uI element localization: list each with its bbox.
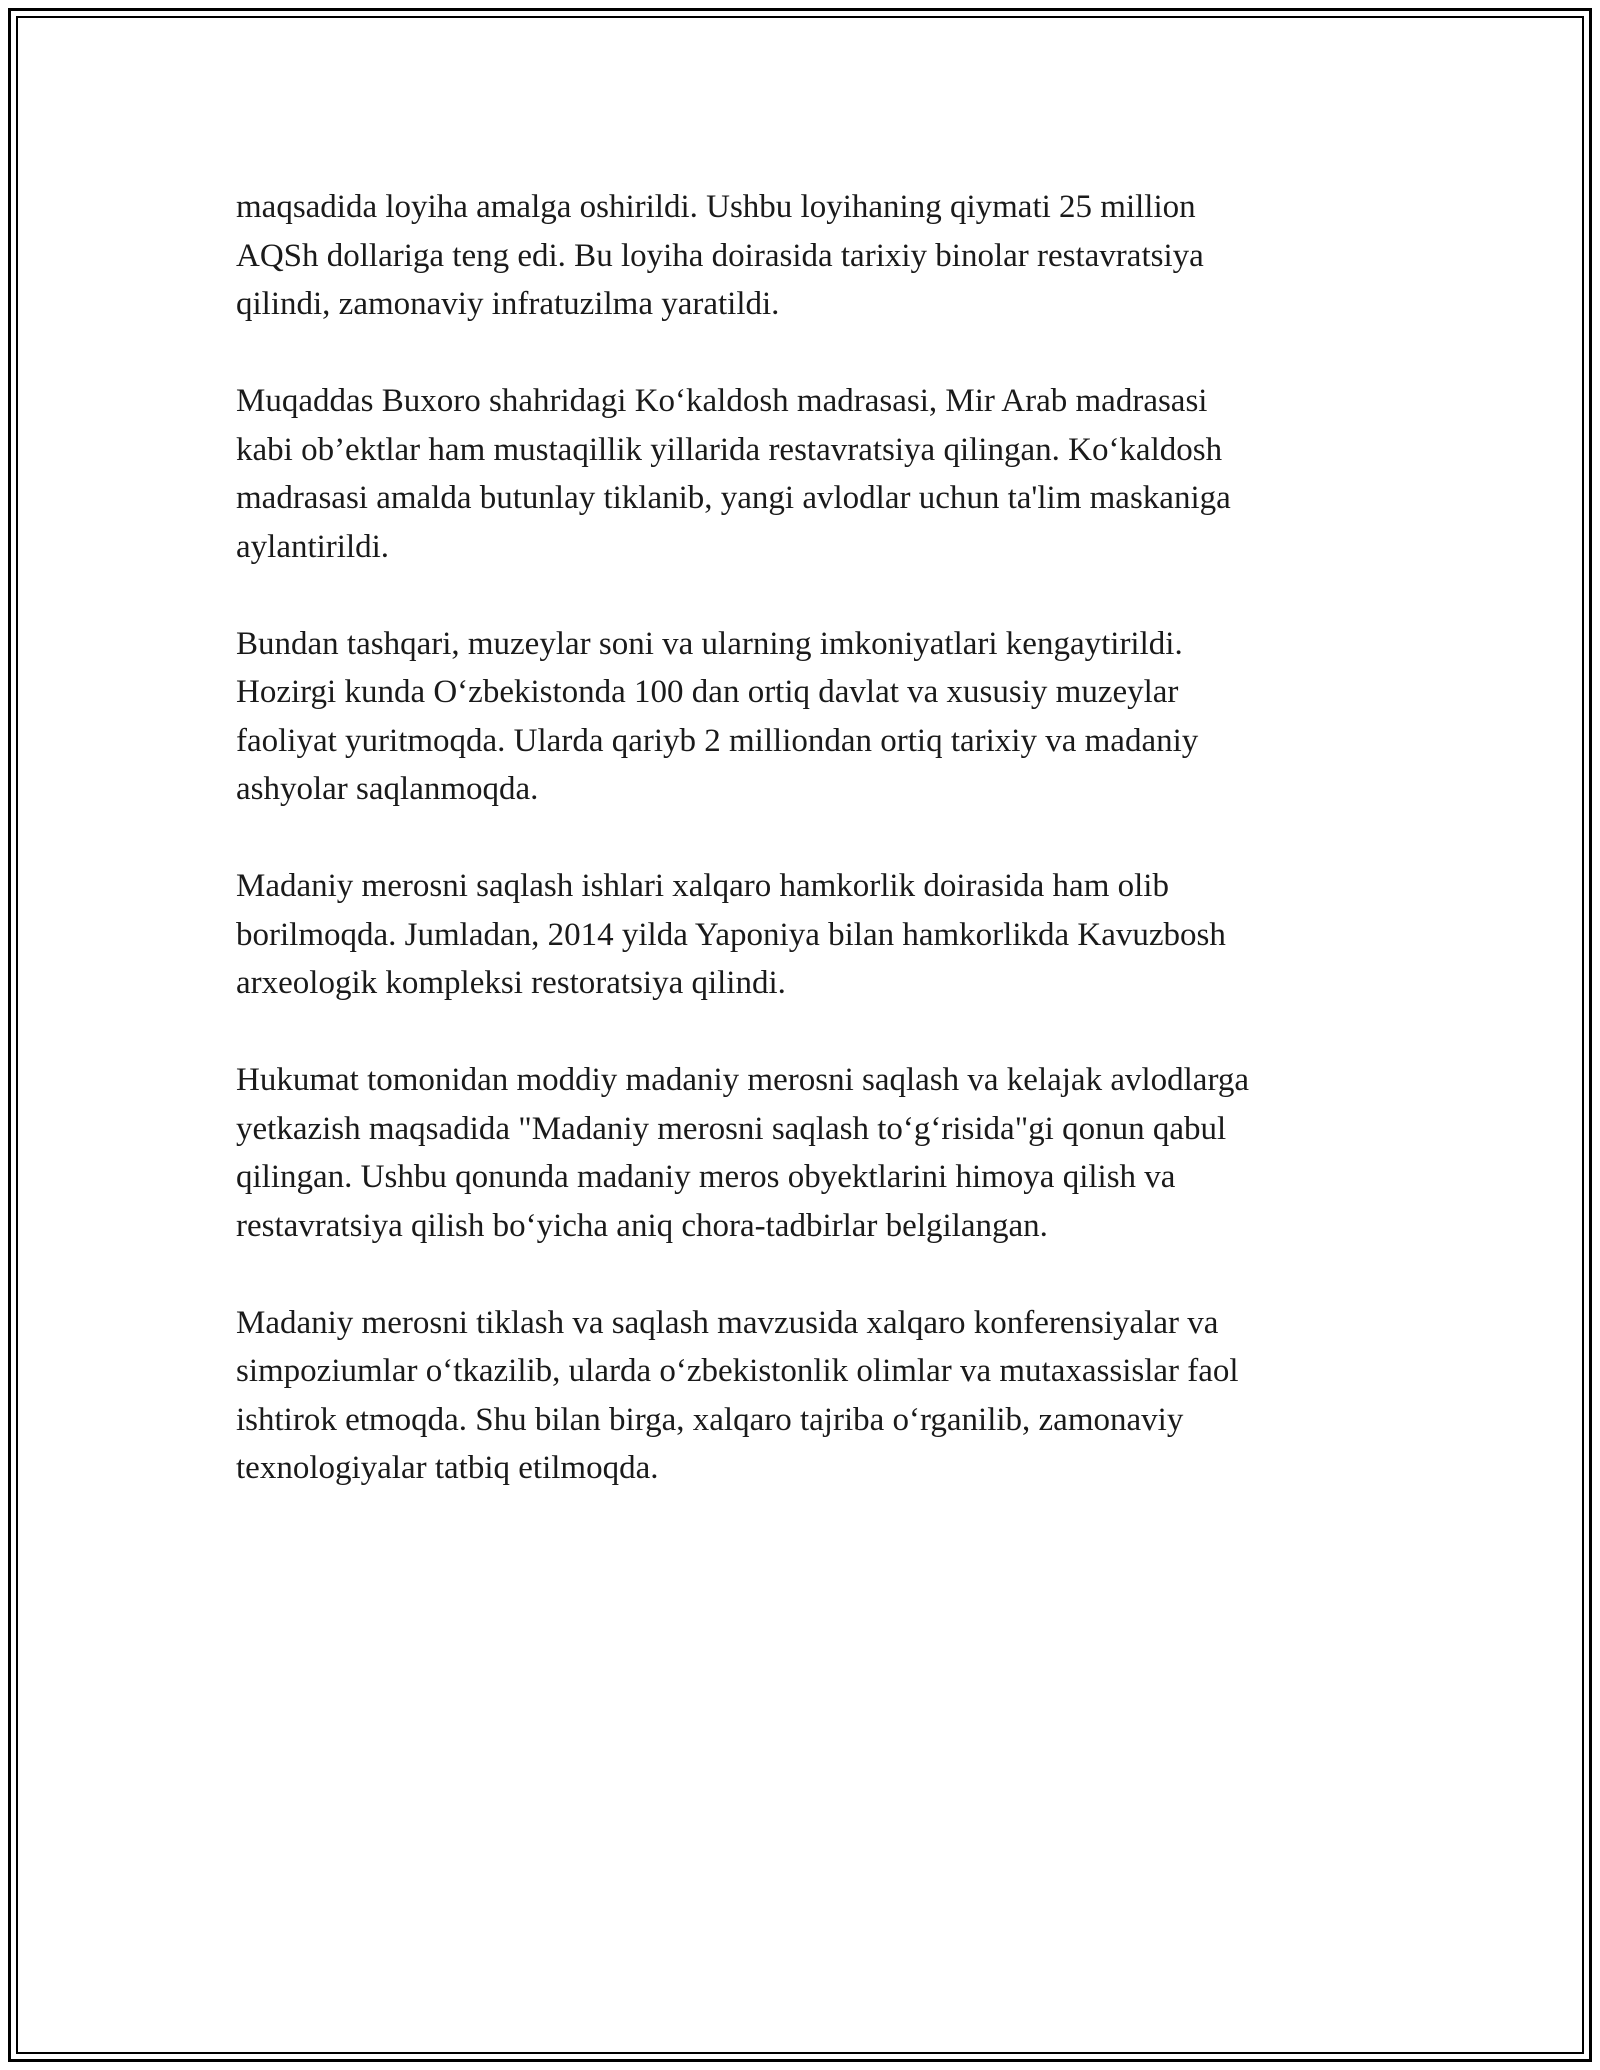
text-line: madrasasi amalda butunlay tiklanib, yangi avlodlar uchun ta'lim maskaniga — [236, 480, 1231, 516]
text-line: Muqaddas Buxoro shahridagi Ko‘kaldosh madrasasi, Mir Arab madrasasi — [236, 383, 1208, 419]
text-line: AQSh dollariga teng edi. Bu loyiha doirasida tarixiy binolar restavratsiya — [236, 237, 1204, 274]
text-line: arxeologik kompleksi restoratsiya qilindi. — [236, 965, 786, 1001]
paragraph-6 — [236, 1299, 1376, 1493]
paragraph-4 — [236, 862, 1376, 1008]
text-line: yetkazish maqsadida "Madaniy merosni saqlash to‘g‘risida"gi qonun qabul — [236, 1110, 1227, 1147]
text-line: Bundan tashqari, muzeylar soni va ularning imkoniyatlari kengaytirildi. — [236, 625, 1183, 662]
document-body — [236, 183, 1376, 1541]
paragraph-1 — [236, 183, 1376, 329]
text-line: texnologiyalar tatbiq etilmoqda. — [236, 1450, 659, 1486]
text-line: maqsadida loyiha amalga oshirildi. Ushbu loyihaning qiymati 25 million — [236, 189, 1196, 225]
paragraph-5 — [236, 1056, 1376, 1250]
text-line: restavratsiya qilish bo‘yicha aniq chora-tadbirlar belgilangan. — [236, 1207, 1048, 1244]
text-line: kabi ob’ektlar ham mustaqillik yillarida restavratsiya qilingan. Ko‘kaldosh — [236, 431, 1223, 468]
text-line: faoliyat yuritmoqda. Ularda qariyb 2 milliondan ortiq tarixiy va madaniy — [236, 722, 1199, 759]
text-line: aylantirildi. — [236, 528, 390, 565]
text-line: qilingan. Ushbu qonunda madaniy meros obyektlarini himoya qilish va — [236, 1159, 1176, 1195]
text-line: borilmoqda. Jumladan, 2014 yilda Yaponiya bilan hamkorlikda Kavuzbosh — [236, 916, 1226, 953]
text-line: qilindi, zamonaviy infratuzilma yaratildi. — [236, 286, 780, 322]
text-line: ashyolar saqlanmoqda. — [236, 771, 539, 807]
text-line: Madaniy merosni tiklash va saqlash mavzusida xalqaro konferensiyalar va — [236, 1304, 1219, 1341]
text-line: ishtirok etmoqda. Shu bilan birga, xalqaro tajriba o‘rganilib, zamonaviy — [236, 1401, 1184, 1438]
text-line: Hukumat tomonidan moddiy madaniy merosni saqlash va kelajak avlodlarga — [236, 1062, 1249, 1098]
paragraph-3 — [236, 620, 1376, 814]
text-line: Madaniy merosni saqlash ishlari xalqaro hamkorlik doirasida ham olib — [236, 868, 1169, 904]
text-line: Hozirgi kunda O‘zbekistonda 100 dan ortiq davlat va xususiy muzeylar — [236, 674, 1179, 710]
paragraph-2 — [236, 377, 1376, 571]
text-line: simpoziumlar o‘tkazilib, ularda o‘zbekistonlik olimlar va mutaxassislar faol — [236, 1353, 1239, 1389]
